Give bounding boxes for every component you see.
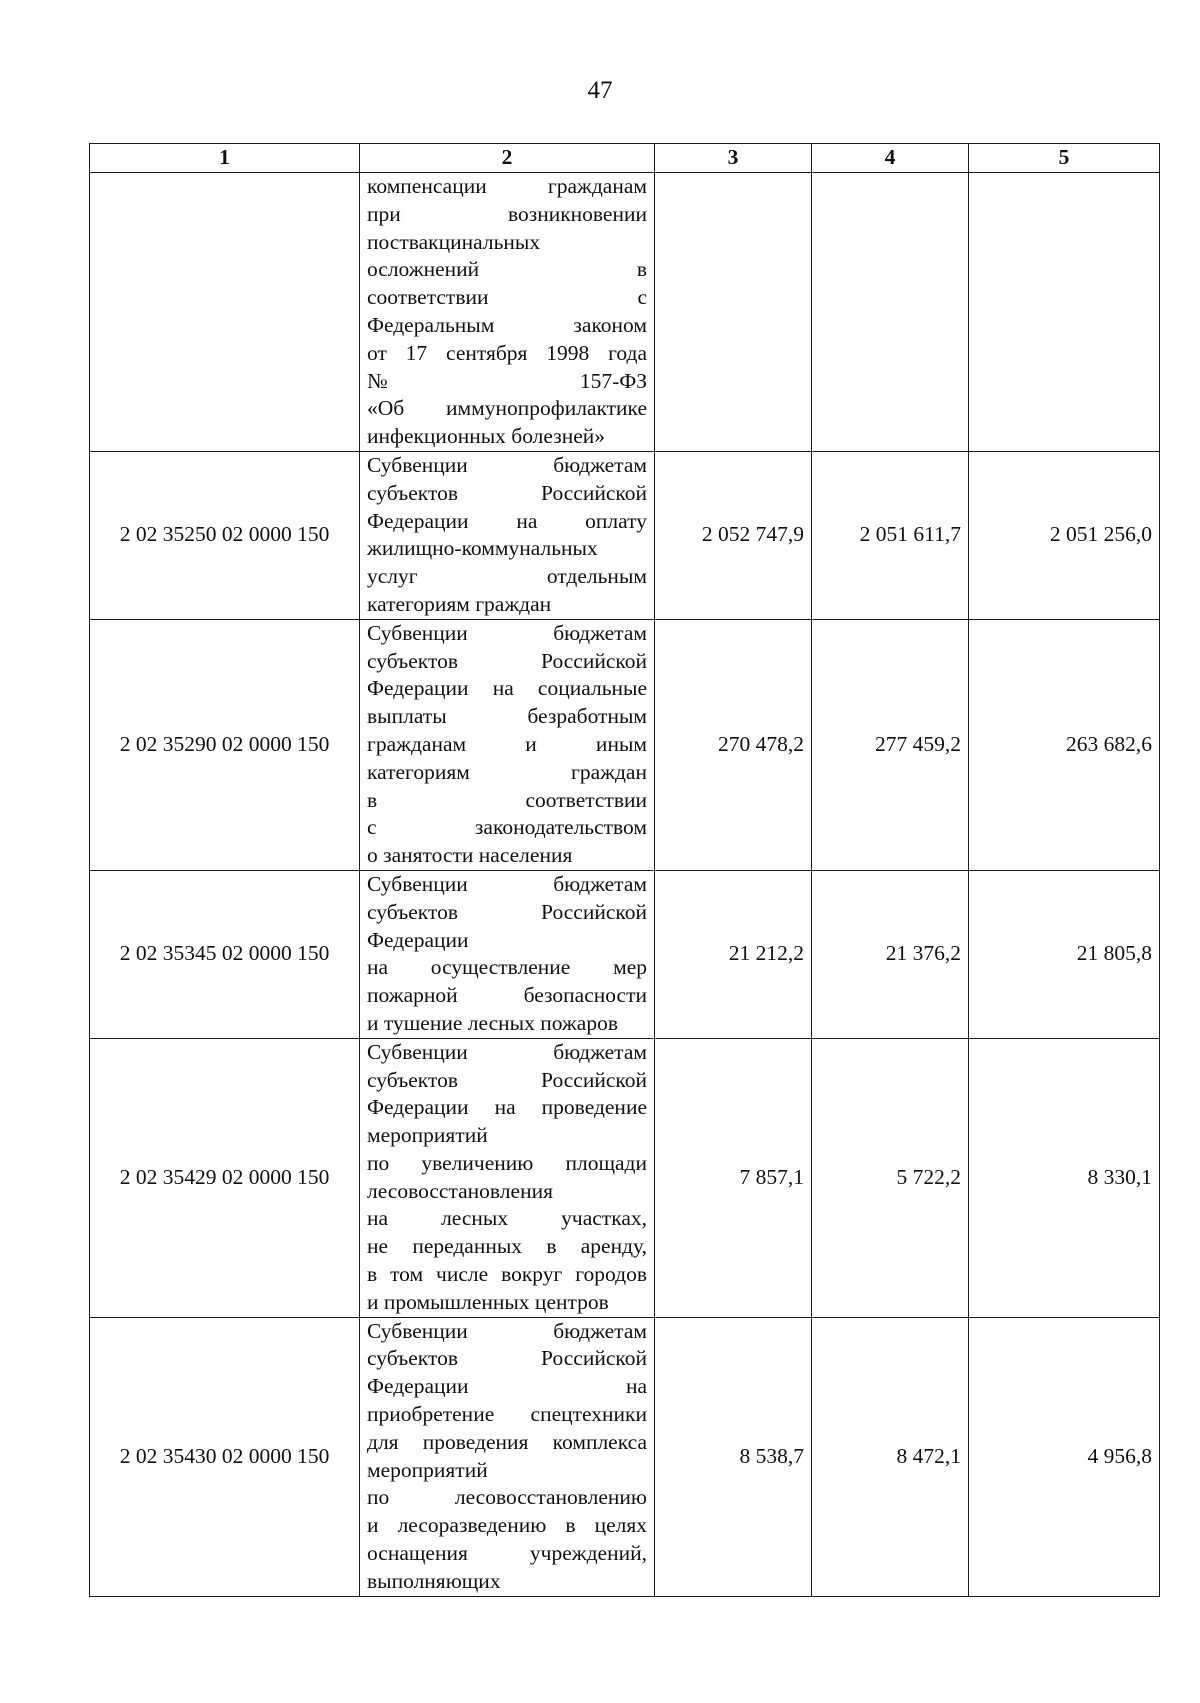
amount-col4-cell: 5 722,2 [812,1038,969,1317]
amount-col3-cell: 2 052 747,9 [655,451,812,619]
description-line: «Об иммунопрофилактике [367,396,647,421]
description-line: субъектов Российской [367,899,647,924]
income-code-cell: 2 02 35290 02 0000 150 [90,619,360,870]
description-line: оснащения учреждений, [367,1541,647,1566]
column-header-3: 3 [655,144,812,173]
description-line: мероприятий [367,1457,488,1482]
description-line: субъектов Российской [367,648,647,673]
amount-col3-cell: 21 212,2 [655,870,812,1038]
description-line: Федерации на социальные [367,676,647,701]
description-line: Федерации на проведение [367,1095,647,1120]
table-body [90,173,1160,1597]
description-line: № 157-ФЗ [367,368,647,393]
description-line: жилищно-коммунальных [367,536,598,561]
table-header [90,144,1160,173]
description-line: Субвенции бюджетам [367,1039,647,1064]
description-line: выполняющих [367,1568,501,1593]
description-line: в соответствии [367,787,647,812]
description-line: компенсации гражданам [367,174,647,198]
description-line: пожарной безопасности [367,983,647,1008]
description-line: субъектов Российской [367,480,647,505]
column-header-5: 5 [969,144,1160,173]
description-line: для проведения комплекса [367,1429,647,1454]
description-line: о занятости населения [367,843,573,868]
amount-col3-cell: 7 857,1 [655,1038,812,1317]
description-line: на лесных участках, [367,1206,647,1231]
description-line: субъектов Российской [367,1346,647,1371]
column-header-2: 2 [360,144,655,173]
table-row [90,1317,1160,1596]
description-cell [360,451,655,619]
amount-col5-cell: 2 051 256,0 [969,451,1160,619]
amount-col4-cell [812,173,969,452]
description-line: инфекционных болезней» [367,424,606,449]
amount-col4-cell: 8 472,1 [812,1317,969,1596]
amount-col5-cell: 263 682,6 [969,619,1160,870]
description-line: Субвенции бюджетам [367,871,647,896]
amount-col4-cell: 21 376,2 [812,870,969,1038]
description-line: соответствии с [367,285,647,310]
description-line: Субвенции бюджетам [367,1318,647,1343]
table-row [90,173,1160,452]
description-line: и лесоразведению в целях [367,1513,647,1538]
table-row [90,451,1160,619]
description-line: Субвенции бюджетам [367,452,647,477]
column-header-4: 4 [812,144,969,173]
income-code-cell: 2 02 35429 02 0000 150 [90,1038,360,1317]
description-line: мероприятий [367,1123,488,1148]
description-line: по увеличению площади [367,1150,647,1175]
description-line: лесовосстановления [367,1178,553,1203]
amount-col4-cell: 2 051 611,7 [812,451,969,619]
income-code-cell [90,173,360,452]
page-number: 47 [587,77,613,104]
description-line: Федерации [367,927,469,952]
description-line: приобретение спецтехники [367,1402,647,1427]
table-row [90,870,1160,1038]
description-line: не переданных в аренду, [367,1234,647,1259]
description-line: Федерации на [367,1374,647,1399]
description-line: при возникновении [367,201,647,226]
description-cell [360,173,655,452]
income-code-cell: 2 02 35250 02 0000 150 [90,451,360,619]
description-line: субъектов Российской [367,1067,647,1092]
column-header-1: 1 [90,144,360,173]
description-line: Субвенции бюджетам [367,620,647,645]
description-line: выплаты безработным [367,704,647,729]
description-line: осложнений в [367,257,647,282]
description-line: и тушение лесных пожаров [367,1010,618,1035]
table-row [90,619,1160,870]
description-line: на осуществление мер [367,955,647,980]
amount-col3-cell: 270 478,2 [655,619,812,870]
description-line: поствакцинальных [367,229,541,254]
amount-col3-cell [655,173,812,452]
description-line: и промышленных центров [367,1289,609,1314]
description-line: по лесовосстановлению [367,1485,647,1510]
description-line: Федерации на оплату [367,508,647,533]
amount-col5-cell [969,173,1160,452]
amount-col4-cell: 277 459,2 [812,619,969,870]
budget-table [89,143,1160,1597]
description-line: от 17 сентября 1998 года [367,340,647,365]
description-cell [360,870,655,1038]
amount-col5-cell: 21 805,8 [969,870,1160,1038]
income-code-cell: 2 02 35430 02 0000 150 [90,1317,360,1596]
description-cell [360,1317,655,1596]
description-cell [360,619,655,870]
table-row [90,1038,1160,1317]
description-cell [360,1038,655,1317]
amount-col5-cell: 4 956,8 [969,1317,1160,1596]
description-line: гражданам и иным [367,731,647,756]
description-line: Федеральным законом [367,312,647,337]
amount-col5-cell: 8 330,1 [969,1038,1160,1317]
header-row [90,144,1160,173]
description-line: категориям граждан [367,759,647,784]
description-line: услуг отдельным [367,564,647,589]
income-code-cell: 2 02 35345 02 0000 150 [90,870,360,1038]
description-line: с законодательством [367,815,647,840]
amount-col3-cell: 8 538,7 [655,1317,812,1596]
description-line: в том числе вокруг городов [367,1262,647,1287]
description-line: категориям граждан [367,591,552,616]
